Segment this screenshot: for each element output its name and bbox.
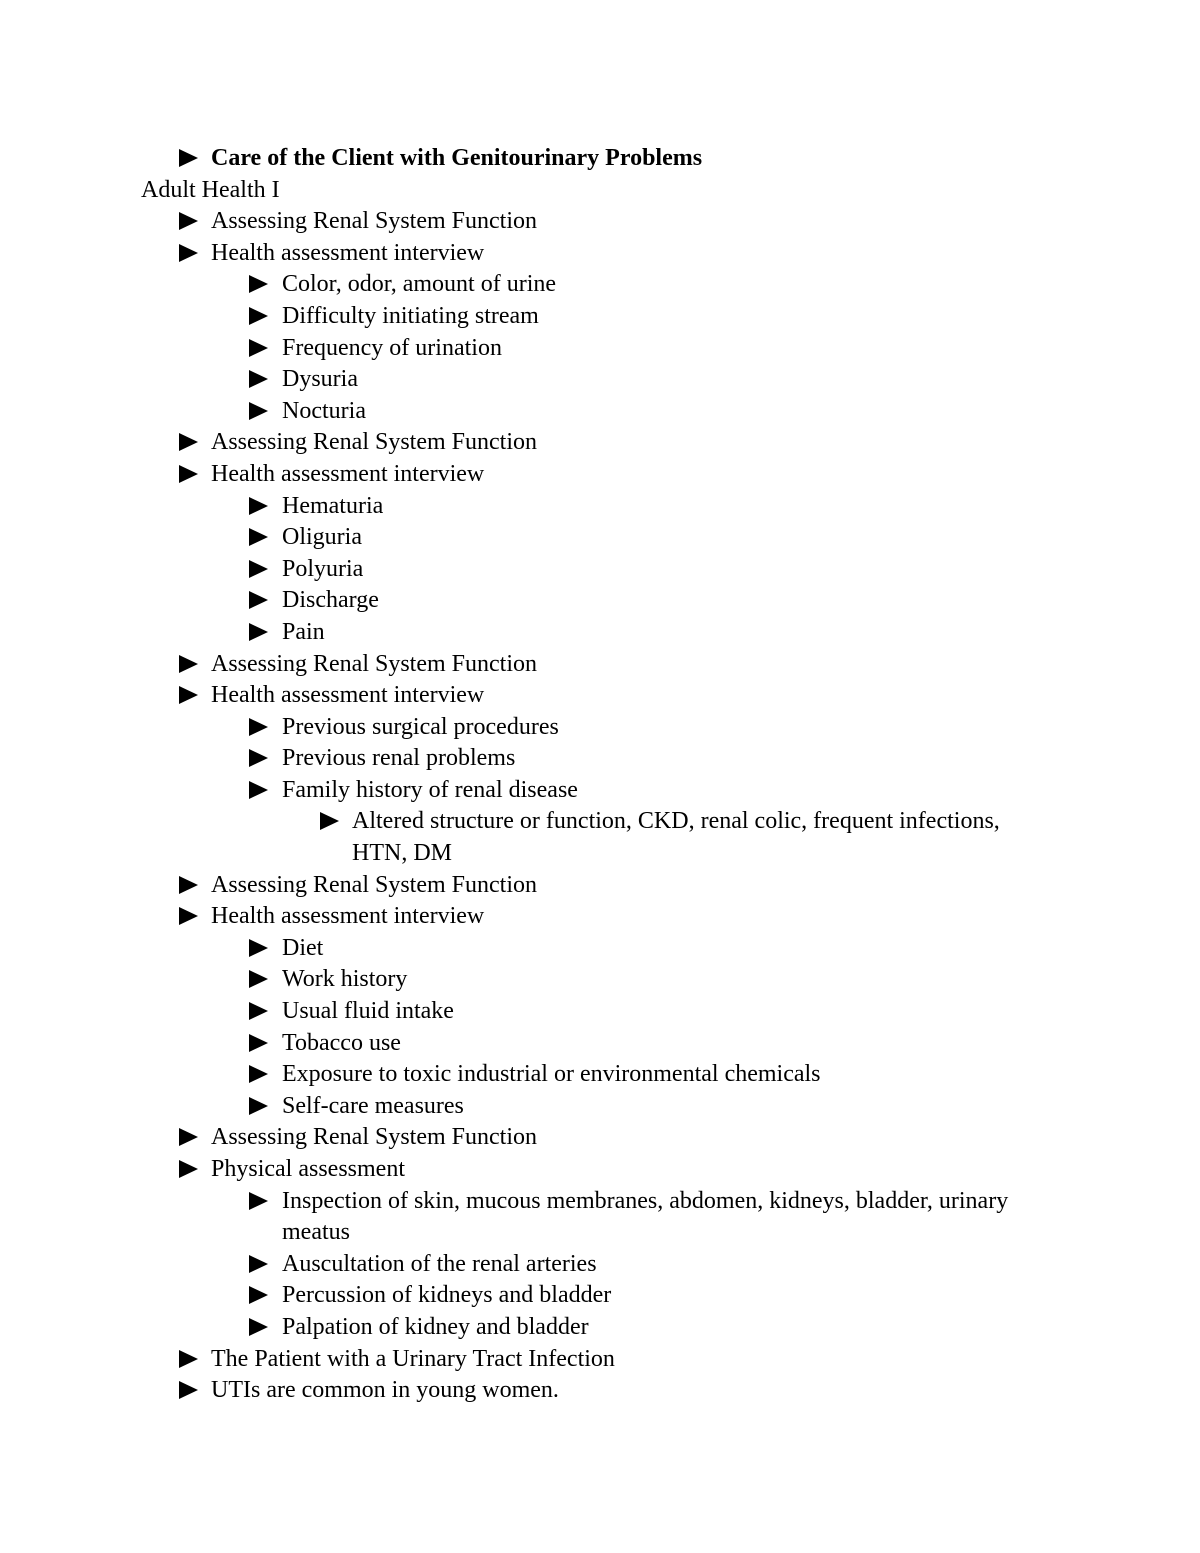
outline-item-text: Assessing Renal System Function bbox=[211, 208, 538, 235]
outline-list bbox=[0, 206, 1200, 1407]
bullet-arrow-icon bbox=[249, 1286, 268, 1304]
document-title: Care of the Client with Genitourinary Problems bbox=[211, 145, 703, 171]
outline-item-text: Health assessment interview bbox=[211, 903, 485, 930]
outline-item-text: The Patient with a Urinary Tract Infection bbox=[211, 1345, 615, 1372]
outline-item-level-2 bbox=[0, 269, 1200, 301]
outline-item-level-2 bbox=[0, 1186, 1062, 1249]
outline-item-level-2 bbox=[0, 1280, 1200, 1312]
outline-item-text: Work history bbox=[282, 966, 408, 993]
outline-item-text: Auscultation of the renal arteries bbox=[282, 1250, 597, 1277]
outline-item-text: Health assessment interview bbox=[211, 460, 485, 487]
outline-item-text: Polyuria bbox=[282, 555, 364, 582]
bullet-arrow-icon bbox=[249, 970, 268, 988]
outline-item-text: Discharge bbox=[282, 587, 379, 614]
bullet-arrow-icon bbox=[249, 718, 268, 736]
outline-item-level-2 bbox=[0, 301, 1200, 333]
bullet-arrow-icon bbox=[249, 560, 268, 578]
outline-item-text: Diet bbox=[282, 934, 324, 961]
outline-item-level-1 bbox=[0, 901, 1200, 933]
outline-item-text: Difficulty initiating stream bbox=[282, 302, 539, 329]
outline-item-level-2 bbox=[0, 933, 1200, 965]
outline-item-level-2 bbox=[0, 964, 1200, 996]
bullet-arrow-icon bbox=[249, 528, 268, 546]
bullet-arrow-icon bbox=[179, 655, 198, 673]
outline-item-level-2 bbox=[0, 1091, 1200, 1123]
outline-item-level-1 bbox=[0, 238, 1200, 270]
bullet-arrow-icon bbox=[249, 307, 268, 325]
bullet-arrow-icon bbox=[249, 1065, 268, 1083]
outline-item-text: Tobacco use bbox=[282, 1029, 401, 1056]
bullet-arrow-icon bbox=[179, 1350, 198, 1368]
outline-item-level-2 bbox=[0, 491, 1200, 523]
bullet-arrow-icon bbox=[179, 876, 198, 894]
outline-item-text: Altered structure or function, CKD, renal colic, frequent infections, HTN, DM bbox=[352, 808, 1000, 867]
outline-item-level-2 bbox=[0, 585, 1200, 617]
bullet-arrow-icon bbox=[179, 1381, 198, 1399]
outline-item-level-3 bbox=[0, 806, 1002, 869]
bullet-arrow-icon bbox=[249, 497, 268, 515]
outline-item-text: Assessing Renal System Function bbox=[211, 871, 538, 898]
outline-item-text: Oliguria bbox=[282, 524, 362, 551]
bullet-arrow-icon bbox=[249, 781, 268, 799]
outline-item-level-2 bbox=[0, 364, 1200, 396]
outline-item-text: Color, odor, amount of urine bbox=[282, 271, 557, 298]
outline-item-level-2 bbox=[0, 522, 1200, 554]
outline-item-level-2 bbox=[0, 1028, 1200, 1060]
bullet-arrow-icon bbox=[249, 1318, 268, 1336]
bullet-arrow-icon bbox=[249, 1034, 268, 1052]
outline-item-text: Pain bbox=[282, 618, 325, 645]
outline-item-text: Palpation of kidney and bladder bbox=[282, 1313, 589, 1340]
outline-item-text: Inspection of skin, mucous membranes, abdomen, kidneys, bladder, urinary meatus bbox=[282, 1187, 1009, 1246]
outline-item-text: Exposure to toxic industrial or environmental chemicals bbox=[282, 1061, 821, 1088]
outline-item-text: UTIs are common in young women. bbox=[211, 1377, 559, 1404]
outline-item-text: Health assessment interview bbox=[211, 682, 485, 709]
bullet-arrow-icon bbox=[179, 433, 198, 451]
outline-item-text: Health assessment interview bbox=[211, 239, 485, 266]
outline-item-text: Previous renal problems bbox=[282, 745, 516, 772]
outline-item-text: Usual fluid intake bbox=[282, 998, 454, 1025]
document-title-line bbox=[0, 143, 1200, 175]
outline-item-level-2 bbox=[0, 996, 1200, 1028]
bullet-arrow-icon bbox=[179, 149, 198, 167]
bullet-arrow-icon bbox=[179, 686, 198, 704]
outline-item-level-1 bbox=[0, 459, 1200, 491]
bullet-arrow-icon bbox=[249, 1255, 268, 1273]
bullet-arrow-icon bbox=[249, 370, 268, 388]
outline-item-level-1 bbox=[0, 1344, 1200, 1376]
outline-item-level-2 bbox=[0, 554, 1200, 586]
bullet-arrow-icon bbox=[249, 275, 268, 293]
outline-item-text: Self-care measures bbox=[282, 1092, 464, 1119]
bullet-arrow-icon bbox=[179, 212, 198, 230]
bullet-arrow-icon bbox=[179, 1160, 198, 1178]
outline-item-level-1 bbox=[0, 870, 1200, 902]
document-page bbox=[0, 143, 1200, 1407]
outline-item-text: Frequency of urination bbox=[282, 334, 502, 361]
outline-item-level-2 bbox=[0, 1312, 1200, 1344]
outline-item-level-2 bbox=[0, 1249, 1200, 1281]
bullet-arrow-icon bbox=[249, 939, 268, 957]
outline-item-level-2 bbox=[0, 712, 1200, 744]
bullet-arrow-icon bbox=[249, 339, 268, 357]
bullet-arrow-icon bbox=[179, 244, 198, 262]
bullet-arrow-icon bbox=[249, 1192, 268, 1210]
outline-item-text: Assessing Renal System Function bbox=[211, 429, 538, 456]
bullet-arrow-icon bbox=[179, 1128, 198, 1146]
outline-item-level-2 bbox=[0, 396, 1200, 428]
outline-item-level-1 bbox=[0, 1154, 1200, 1186]
outline-item-text: Nocturia bbox=[282, 397, 366, 424]
outline-item-level-1 bbox=[0, 649, 1200, 681]
bullet-arrow-icon bbox=[179, 465, 198, 483]
bullet-arrow-icon bbox=[249, 623, 268, 641]
outline-item-level-2 bbox=[0, 333, 1200, 365]
bullet-arrow-icon bbox=[320, 812, 339, 830]
outline-item-level-1 bbox=[0, 427, 1200, 459]
outline-item-text: Assessing Renal System Function bbox=[211, 1124, 538, 1151]
outline-item-text: Previous surgical procedures bbox=[282, 713, 559, 740]
outline-item-level-2 bbox=[0, 617, 1200, 649]
outline-item-level-1 bbox=[0, 1122, 1200, 1154]
bullet-arrow-icon bbox=[179, 907, 198, 925]
outline-item-level-2 bbox=[0, 775, 1200, 807]
outline-item-level-2 bbox=[0, 1059, 1200, 1091]
outline-item-text: Percussion of kidneys and bladder bbox=[282, 1282, 612, 1309]
outline-item-text: Family history of renal disease bbox=[282, 776, 578, 803]
bullet-arrow-icon bbox=[249, 749, 268, 767]
outline-item-level-2 bbox=[0, 743, 1200, 775]
outline-item-text: Assessing Renal System Function bbox=[211, 650, 538, 677]
outline-item-level-1 bbox=[0, 1375, 1200, 1407]
bullet-arrow-icon bbox=[249, 402, 268, 420]
outline-item-text: Dysuria bbox=[282, 366, 358, 393]
bullet-arrow-icon bbox=[249, 591, 268, 609]
outline-item-text: Physical assessment bbox=[211, 1156, 405, 1182]
course-name: Adult Health I bbox=[141, 176, 280, 203]
bullet-arrow-icon bbox=[249, 1097, 268, 1115]
outline-item-level-1 bbox=[0, 206, 1200, 238]
outline-item-text: Hematuria bbox=[282, 492, 384, 519]
outline-item-level-1 bbox=[0, 680, 1200, 712]
bullet-arrow-icon bbox=[249, 1002, 268, 1020]
